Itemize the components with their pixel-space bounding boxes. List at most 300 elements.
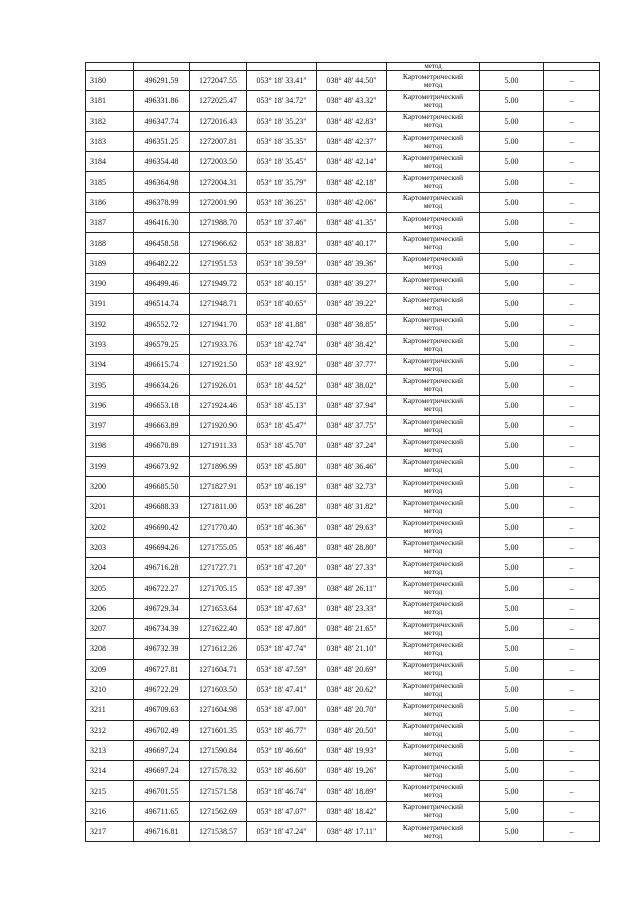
accuracy-cell: 5.00 — [480, 294, 544, 314]
method-line-2: метод — [423, 810, 443, 820]
latitude-cell: 053° 18' 44.52" — [247, 375, 317, 395]
dash-cell: – — [544, 91, 600, 111]
table-row — [86, 436, 600, 456]
longitude-cell: 038° 48' 20.62" — [317, 679, 387, 699]
point-number-cell: 3189 — [86, 253, 134, 273]
x-coordinate-cell: 496331.86 — [134, 91, 190, 111]
accuracy-cell: 5.00 — [480, 679, 544, 699]
method-line-2: метод — [423, 485, 443, 495]
method-line-1: Картометрический — [402, 599, 464, 609]
dash-cell: – — [544, 172, 600, 192]
dash-cell: – — [544, 416, 600, 436]
accuracy-cell: 5.00 — [480, 558, 544, 578]
method-line-2: метод — [423, 363, 443, 373]
method-line-1: Картометрический — [402, 639, 464, 649]
x-coordinate-cell: 496685.50 — [134, 476, 190, 496]
dash-cell: – — [544, 152, 600, 172]
dash-cell: – — [544, 700, 600, 720]
x-coordinate-cell: 496458.58 — [134, 233, 190, 253]
dash-cell: – — [544, 111, 600, 131]
method-line-1: Картометрический — [402, 132, 464, 142]
latitude-cell: 053° 18' 35.79" — [247, 172, 317, 192]
x-coordinate-cell: 496694.26 — [134, 537, 190, 557]
method-cell — [387, 679, 480, 699]
dash-cell: – — [544, 355, 600, 375]
latitude-cell: 053° 18' 35.23" — [247, 111, 317, 131]
table-row — [86, 111, 600, 131]
dash-cell: – — [544, 294, 600, 314]
point-number-cell: 3186 — [86, 192, 134, 212]
table-row — [86, 334, 600, 354]
x-coordinate-cell: 496727.81 — [134, 659, 190, 679]
method-cell — [387, 355, 480, 375]
method-line-2: метод — [423, 424, 443, 434]
method-cell — [387, 740, 480, 760]
method-cell — [387, 700, 480, 720]
x-coordinate-cell: 496716.28 — [134, 558, 190, 578]
y-coordinate-cell: 1271604.98 — [190, 700, 247, 720]
accuracy-cell: 5.00 — [480, 456, 544, 476]
point-number-cell: 3209 — [86, 659, 134, 679]
method-line-2: метод — [423, 99, 443, 109]
dash-cell: – — [544, 679, 600, 699]
accuracy-cell: 5.00 — [480, 659, 544, 679]
x-coordinate-cell: 496579.25 — [134, 334, 190, 354]
latitude-cell: 053° 18' 47.63" — [247, 598, 317, 618]
method-line-2: метод — [423, 749, 443, 759]
method-cell — [387, 294, 480, 314]
method-line-2: метод — [423, 688, 443, 698]
method-line-1: Картометрический — [402, 355, 464, 365]
longitude-cell: 038° 48' 41.35" — [317, 213, 387, 233]
accuracy-cell: 5.00 — [480, 700, 544, 720]
dash-cell: – — [544, 558, 600, 578]
method-line-2: метод — [423, 505, 443, 515]
y-coordinate-cell: 1271612.26 — [190, 639, 247, 659]
method-cell — [387, 497, 480, 517]
method-line-2: метод — [423, 79, 443, 89]
y-coordinate-cell: 1271951.53 — [190, 253, 247, 273]
point-number-cell: 3204 — [86, 558, 134, 578]
method-line-1: Картометрический — [402, 193, 464, 203]
dash-cell: – — [544, 71, 600, 91]
x-coordinate-cell: 496653.18 — [134, 395, 190, 415]
accuracy-cell: 5.00 — [480, 213, 544, 233]
dash-cell: – — [544, 192, 600, 212]
dash-cell: – — [544, 619, 600, 639]
longitude-cell: 038° 48' 39.27" — [317, 273, 387, 293]
point-number-cell: 3188 — [86, 233, 134, 253]
y-coordinate-cell: 1271988.70 — [190, 213, 247, 233]
longitude-cell: 038° 48' 42.14" — [317, 152, 387, 172]
accuracy-cell: 5.00 — [480, 781, 544, 801]
point-number-cell: 3183 — [86, 131, 134, 151]
point-number-cell: 3211 — [86, 700, 134, 720]
point-number-cell: 3194 — [86, 355, 134, 375]
point-number-cell: 3200 — [86, 476, 134, 496]
method-cell — [387, 131, 480, 151]
dash-cell: – — [544, 314, 600, 334]
table-row — [86, 659, 600, 679]
method-line-1: Картометрический — [402, 315, 464, 325]
x-coordinate-cell: 496722.27 — [134, 578, 190, 598]
method-line-1: Картометрический — [402, 802, 464, 812]
y-coordinate-cell: 1272016.43 — [190, 111, 247, 131]
method-line-2: метод — [423, 140, 443, 150]
method-line-1: Картометрический — [402, 477, 464, 487]
method-cell — [387, 456, 480, 476]
longitude-cell: 038° 48' 42.06" — [317, 192, 387, 212]
y-coordinate-cell: 1272047.55 — [190, 71, 247, 91]
y-coordinate-cell: 1272003.50 — [190, 152, 247, 172]
table-row — [86, 233, 600, 253]
longitude-cell: 038° 48' 37.77" — [317, 355, 387, 375]
longitude-cell: 038° 48' 31.82" — [317, 497, 387, 517]
method-line-1: Картометрический — [402, 457, 464, 467]
table-row — [86, 416, 600, 436]
y-coordinate-cell: 1271705.15 — [190, 578, 247, 598]
point-number-cell: 3214 — [86, 761, 134, 781]
method-cell — [387, 233, 480, 253]
method-line-2: метод — [423, 566, 443, 576]
latitude-cell: 053° 18' 38.83" — [247, 233, 317, 253]
table-row — [86, 71, 600, 91]
method-line-1: Картометрический — [402, 234, 464, 244]
longitude-cell: 038° 48' 20.70" — [317, 700, 387, 720]
y-coordinate-cell: 1272007.81 — [190, 131, 247, 151]
point-number-cell: 3191 — [86, 294, 134, 314]
point-number-cell: 3180 — [86, 71, 134, 91]
method-line-2: метод — [423, 302, 443, 312]
method-line-2: метод — [423, 242, 443, 252]
longitude-cell: 038° 48' 37.94" — [317, 395, 387, 415]
dash-cell: – — [544, 578, 600, 598]
method-line-2: метод — [423, 830, 443, 840]
dash-cell: – — [544, 476, 600, 496]
longitude-cell: 038° 48' 20.69" — [317, 659, 387, 679]
method-cell — [387, 436, 480, 456]
method-line-2: метод — [423, 708, 443, 718]
method-line-1: Картометрический — [402, 112, 464, 122]
x-coordinate-cell: 496552.72 — [134, 314, 190, 334]
method-cell — [387, 720, 480, 740]
dash-cell: – — [544, 537, 600, 557]
y-coordinate-cell: 1271601.35 — [190, 720, 247, 740]
method-cell — [387, 375, 480, 395]
point-number-cell: 3215 — [86, 781, 134, 801]
longitude-cell: 038° 48' 42.83" — [317, 111, 387, 131]
latitude-cell: 053° 18' 47.80" — [247, 619, 317, 639]
x-coordinate-cell: 496697.24 — [134, 761, 190, 781]
latitude-cell: 053° 18' 45.80" — [247, 456, 317, 476]
table-row — [86, 213, 600, 233]
longitude-cell: 038° 48' 39.36" — [317, 253, 387, 273]
table-row — [86, 781, 600, 801]
point-number-cell: 3202 — [86, 517, 134, 537]
longitude-cell: 038° 48' 29.63" — [317, 517, 387, 537]
latitude-cell: 053° 18' 46.48" — [247, 537, 317, 557]
latitude-cell: 053° 18' 36.25" — [247, 192, 317, 212]
method-line-1: Картометрический — [402, 71, 464, 81]
table-row — [86, 273, 600, 293]
point-number-cell: 3205 — [86, 578, 134, 598]
latitude-cell: 053° 18' 34.72" — [247, 91, 317, 111]
point-number-cell: 3195 — [86, 375, 134, 395]
latitude-cell: 053° 18' 46.19" — [247, 476, 317, 496]
latitude-cell: 053° 18' 40.65" — [247, 294, 317, 314]
latitude-cell: 053° 18' 37.46" — [247, 213, 317, 233]
method-line-1: Картометрический — [402, 152, 464, 162]
coordinates-table — [85, 62, 600, 842]
y-coordinate-cell: 1271827.91 — [190, 476, 247, 496]
accuracy-cell: 5.00 — [480, 91, 544, 111]
point-number-cell: 3206 — [86, 598, 134, 618]
longitude-cell: 038° 48' 23.33" — [317, 598, 387, 618]
method-line-2: метод — [423, 526, 443, 536]
point-number-cell: 3192 — [86, 314, 134, 334]
table-row — [86, 131, 600, 151]
dash-cell: – — [544, 456, 600, 476]
y-coordinate-cell: 1272001.90 — [190, 192, 247, 212]
point-number-cell: 3208 — [86, 639, 134, 659]
method-line-2: метод — [423, 668, 443, 678]
x-coordinate-cell: 496291.59 — [134, 71, 190, 91]
accuracy-cell: 5.00 — [480, 720, 544, 740]
table-row — [86, 294, 600, 314]
x-coordinate-cell: 496722.29 — [134, 679, 190, 699]
y-coordinate-cell: 1271811.00 — [190, 497, 247, 517]
y-coordinate-cell: 1271538.57 — [190, 821, 247, 841]
method-line-2: метод — [423, 282, 443, 292]
table-row — [86, 639, 600, 659]
point-number-cell: 3217 — [86, 821, 134, 841]
table-row — [86, 395, 600, 415]
point-number-cell: 3182 — [86, 111, 134, 131]
longitude-cell: 038° 48' 26.11" — [317, 578, 387, 598]
longitude-cell: 038° 48' 42.18" — [317, 172, 387, 192]
table-row — [86, 537, 600, 557]
latitude-cell: 053° 18' 47.74" — [247, 639, 317, 659]
table-row — [86, 801, 600, 821]
latitude-cell: 053° 18' 46.74" — [247, 781, 317, 801]
accuracy-cell: 5.00 — [480, 598, 544, 618]
method-line-2: метод — [423, 465, 443, 475]
x-coordinate-cell: 496514.74 — [134, 294, 190, 314]
method-cell — [387, 761, 480, 781]
method-cell — [387, 334, 480, 354]
dash-cell: – — [544, 821, 600, 841]
y-coordinate-cell: 1271622.40 — [190, 619, 247, 639]
longitude-cell: 038° 48' 44.50" — [317, 71, 387, 91]
method-line-1: Картометрический — [402, 213, 464, 223]
dash-cell: – — [544, 801, 600, 821]
method-cell — [387, 578, 480, 598]
x-coordinate-cell: 496416.30 — [134, 213, 190, 233]
longitude-cell: 038° 48' 18.89" — [317, 781, 387, 801]
longitude-cell: 038° 48' 38.42" — [317, 334, 387, 354]
table-row — [86, 578, 600, 598]
x-coordinate-cell: 496615.74 — [134, 355, 190, 375]
table-row — [86, 517, 600, 537]
method-line-2: метод — [423, 790, 443, 800]
latitude-cell: 053° 18' 45.13" — [247, 395, 317, 415]
accuracy-cell: 5.00 — [480, 740, 544, 760]
y-coordinate-cell: 1271653.64 — [190, 598, 247, 618]
accuracy-cell: 5.00 — [480, 761, 544, 781]
method-line-1: Картометрический — [402, 518, 464, 528]
latitude-cell: 053° 18' 41.88" — [247, 314, 317, 334]
method-line-1: Картометрический — [402, 335, 464, 345]
point-number-cell: 3193 — [86, 334, 134, 354]
table-row — [86, 679, 600, 699]
longitude-cell: 038° 48' 36.46" — [317, 456, 387, 476]
longitude-cell: 038° 48' 18.42" — [317, 801, 387, 821]
accuracy-cell: 5.00 — [480, 273, 544, 293]
accuracy-cell: 5.00 — [480, 334, 544, 354]
table-row — [86, 152, 600, 172]
x-coordinate-cell: 496701.55 — [134, 781, 190, 801]
accuracy-cell: 5.00 — [480, 497, 544, 517]
table-row — [86, 619, 600, 639]
point-number-cell: 3199 — [86, 456, 134, 476]
y-coordinate-cell: 1271911.33 — [190, 436, 247, 456]
y-coordinate-cell: 1271603.50 — [190, 679, 247, 699]
accuracy-cell: 5.00 — [480, 476, 544, 496]
method-line-1: Картометрический — [402, 822, 464, 832]
x-coordinate-cell: 496634.26 — [134, 375, 190, 395]
table-row — [86, 253, 600, 273]
point-number-cell: 3213 — [86, 740, 134, 760]
method-cell — [387, 111, 480, 131]
latitude-cell: 053° 18' 45.70" — [247, 436, 317, 456]
dash-cell: – — [544, 517, 600, 537]
table-row — [86, 497, 600, 517]
dash-cell: – — [544, 213, 600, 233]
method-line-1: Картометрический — [402, 741, 464, 751]
y-coordinate-cell: 1271604.71 — [190, 659, 247, 679]
method-line-2: метод — [423, 201, 443, 211]
x-coordinate-cell: 496711.65 — [134, 801, 190, 821]
table-row — [86, 314, 600, 334]
method-line-1: Картометрический — [402, 416, 464, 426]
dash-cell: – — [544, 334, 600, 354]
accuracy-cell: 5.00 — [480, 639, 544, 659]
method-line-2: метод — [423, 444, 443, 454]
table-row-partial — [86, 63, 600, 71]
longitude-cell: 038° 48' 38.02" — [317, 375, 387, 395]
method-cell — [387, 172, 480, 192]
x-coordinate-cell: 496663.89 — [134, 416, 190, 436]
y-coordinate-cell: 1271926.01 — [190, 375, 247, 395]
method-line-1: Картометрический — [402, 538, 464, 548]
point-number-cell: 3198 — [86, 436, 134, 456]
dash-cell: – — [544, 639, 600, 659]
x-coordinate-cell: 496702.49 — [134, 720, 190, 740]
y-coordinate-cell: 1271571.58 — [190, 781, 247, 801]
accuracy-cell: 5.00 — [480, 131, 544, 151]
dash-cell: – — [544, 598, 600, 618]
method-line-2: метод — [423, 607, 443, 617]
accuracy-cell: 5.00 — [480, 436, 544, 456]
y-coordinate-cell: 1271949.72 — [190, 273, 247, 293]
method-line-1: Картометрический — [402, 700, 464, 710]
y-coordinate-cell: 1271921.50 — [190, 355, 247, 375]
point-number-cell: 3203 — [86, 537, 134, 557]
x-coordinate-cell: 496734.39 — [134, 619, 190, 639]
method-line-1: Картометрический — [402, 761, 464, 771]
method-line-2: метод — [423, 729, 443, 739]
method-line-2: метод — [423, 627, 443, 637]
method-cell — [387, 659, 480, 679]
latitude-cell: 053° 18' 46.28" — [247, 497, 317, 517]
longitude-cell: 038° 48' 21.65" — [317, 619, 387, 639]
dash-cell: – — [544, 375, 600, 395]
dash-cell: – — [544, 740, 600, 760]
table-row — [86, 476, 600, 496]
method-cell — [387, 71, 480, 91]
y-coordinate-cell: 1271966.62 — [190, 233, 247, 253]
dash-cell: – — [544, 233, 600, 253]
longitude-cell: 038° 48' 40.17" — [317, 233, 387, 253]
latitude-cell: 053° 18' 47.39" — [247, 578, 317, 598]
method-cell — [387, 213, 480, 233]
latitude-cell: 053° 18' 47.41" — [247, 679, 317, 699]
method-line-2: метод — [423, 647, 443, 657]
x-coordinate-cell: 496716.81 — [134, 821, 190, 841]
method-line-2: метод — [423, 181, 443, 191]
method-cell — [387, 781, 480, 801]
method-cell — [387, 273, 480, 293]
method-line-1: Картометрический — [402, 436, 464, 446]
method-line-1: Картометрический — [402, 294, 464, 304]
point-number-cell: 3184 — [86, 152, 134, 172]
x-coordinate-cell: 496673.92 — [134, 456, 190, 476]
x-coordinate-cell: 496347.74 — [134, 111, 190, 131]
point-number-cell: 3197 — [86, 416, 134, 436]
method-line-1: Картометрический — [402, 376, 464, 386]
method-line-1: Картометрический — [402, 497, 464, 507]
y-coordinate-cell: 1271920.90 — [190, 416, 247, 436]
method-cell — [387, 314, 480, 334]
method-cell — [387, 253, 480, 273]
latitude-cell: 053° 18' 47.00" — [247, 700, 317, 720]
longitude-cell: 038° 48' 20.50" — [317, 720, 387, 740]
accuracy-cell: 5.00 — [480, 517, 544, 537]
method-line-1: Картометрический — [402, 782, 464, 792]
method-line-1: Картометрический — [402, 254, 464, 264]
method-line-1: Картометрический — [402, 274, 464, 284]
point-number-cell: 3190 — [86, 273, 134, 293]
point-number-cell: 3216 — [86, 801, 134, 821]
accuracy-cell: 5.00 — [480, 192, 544, 212]
longitude-cell: 038° 48' 39.22" — [317, 294, 387, 314]
method-line-2: метод — [423, 221, 443, 231]
latitude-cell: 053° 18' 46.36" — [247, 517, 317, 537]
method-line-2: метод — [423, 404, 443, 414]
latitude-cell: 053° 18' 39.59" — [247, 253, 317, 273]
method-line-2: метод — [423, 262, 443, 272]
latitude-cell: 053° 18' 47.59" — [247, 659, 317, 679]
x-coordinate-cell: 496482.22 — [134, 253, 190, 273]
accuracy-cell: 5.00 — [480, 801, 544, 821]
method-line-1: Картометрический — [402, 558, 464, 568]
accuracy-cell: 5.00 — [480, 821, 544, 841]
method-line-1: Картометрический — [402, 680, 464, 690]
longitude-cell: 038° 48' 38.85" — [317, 314, 387, 334]
accuracy-cell: 5.00 — [480, 233, 544, 253]
accuracy-cell: 5.00 — [480, 578, 544, 598]
latitude-cell: 053° 18' 45.47" — [247, 416, 317, 436]
